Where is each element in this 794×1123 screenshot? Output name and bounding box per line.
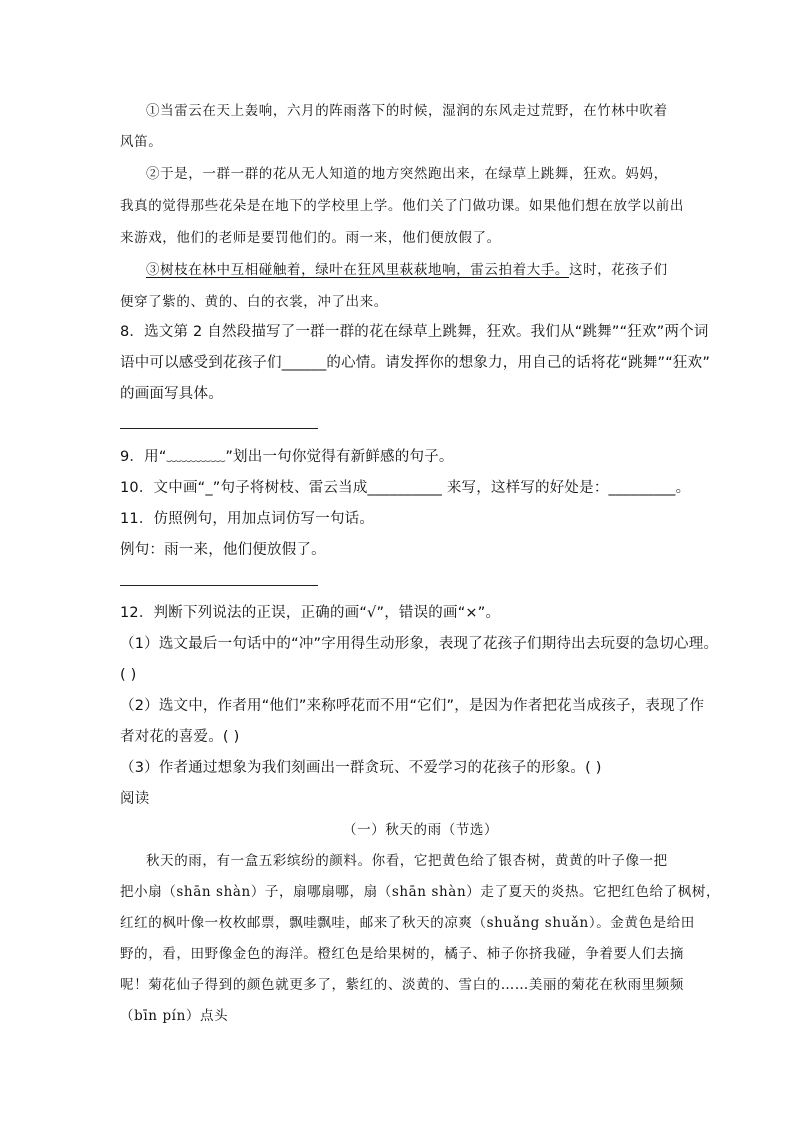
passage-paragraph-3-line-2: 便穿了紫的、黄的、白的衣裳，冲了出来。 [120, 294, 388, 310]
passage-paragraph-3-line-1 [146, 260, 668, 280]
passage-paragraph-2-line-2: 我真的觉得那些花朵是在地下的学校里上学。他们关了门做功课。如果他们想在放学以前出 [120, 198, 684, 214]
passage-paragraph-2-line-1: ②于是，一群一群的花从无人知道的地方突然跑出来，在绿草上跳舞，狂欢。妈妈， [146, 166, 668, 182]
question-12-item-1-line-1: （1）选文最后一句话中的“冲”字用得生动形象，表现了花孩子们期待出去玩耍的急切心理。 [120, 636, 719, 652]
question-12-item-1-answer[interactable]: ( ) [120, 667, 137, 683]
question-12-item-2-line-1: （2）选文中，作者用“他们”来称呼花而不用“它们”，是因为作者把花当成孩子，表现了作 [120, 698, 705, 714]
question-8-answer-line[interactable] [120, 428, 318, 429]
reading-line-1: 秋天的雨，有一盒五彩缤纷的颜料。你看，它把黄色给了银杏树，黄黄的叶子像一把 [146, 853, 668, 869]
reading-line-3: 红红的枫叶像一枚枚邮票，飘哇飘哇，邮来了秋天的凉爽（shuǎng shuǎn）。金黄色是给田 [120, 915, 695, 931]
reading-line-5: 呢！菊花仙子得到的颜色就更多了，紫红的、淡黄的、雪白的……美丽的菊花在秋雨里频频 [120, 977, 684, 993]
question-8-line-1: 8．选文第 2 自然段描写了一群一群的花在绿草上跳舞，狂欢。我们从“跳舞”“狂欢”两个词 [120, 324, 709, 340]
reading-line-4: 野的，看，田野像金色的海洋。橙红色是给果树的，橘子、柿子你挤我碰，争着要人们去摘 [120, 946, 684, 962]
paragraph-3-rest: 这时，花孩子们 [569, 262, 668, 278]
question-12-item-2-line-2: 者对花的喜爱。( ) [120, 729, 240, 745]
question-8-line-2: 语中可以感受到花孩子们______的心情。请发挥你的想象力，用自己的话将花“跳舞”“狂欢” [120, 355, 711, 371]
question-10: 10．文中画“_”句子将树枝、雷云当成__________ 来写，这样写的好处是：_________。 [120, 480, 691, 496]
reading-line-6: （bīn pín）点头 [120, 1008, 229, 1024]
question-11-example: 例句：雨一来，他们便放假了。 [120, 542, 326, 558]
question-12-item-3: （3）作者通过想象为我们刻画出一群贪玩、不爱学习的花孩子的形象。( ) [120, 760, 602, 776]
question-11-answer-line[interactable] [120, 585, 318, 586]
reading-title: （一）秋天的雨（节选） [343, 822, 499, 838]
question-8-line-3: 的画面写具体。 [120, 386, 223, 402]
reading-section-label: 阅读 [120, 791, 150, 807]
passage-paragraph-1-line-2: 风笛。 [120, 134, 163, 150]
question-9: 9．用“﹏﹏﹏﹏”划出一句你觉得有新鲜感的句子。 [120, 449, 454, 465]
passage-paragraph-2-line-3: 来游戏，他们的老师是要罚他们的。雨一来，他们便放假了。 [120, 230, 501, 246]
passage-paragraph-1-line-1: ①当雷云在天上轰响，六月的阵雨落下的时候，湿润的东风走过荒野，在竹林中吹着 [146, 103, 668, 119]
reading-line-2: 把小扇（shān shàn）子，扇哪扇哪，扇（shān shàn）走了夏天的炎热。它把红色给了枫树， [120, 884, 721, 900]
question-12: 12．判断下列说法的正误，正确的画“√”，错误的画“×”。 [120, 605, 501, 621]
question-11: 11．仿照例句，用加点词仿写一句话。 [120, 511, 375, 527]
underlined-sentence: ③树枝在林中互相碰触着，绿叶在狂风里萩萩地响，雷云拍着大手。 [146, 262, 569, 278]
